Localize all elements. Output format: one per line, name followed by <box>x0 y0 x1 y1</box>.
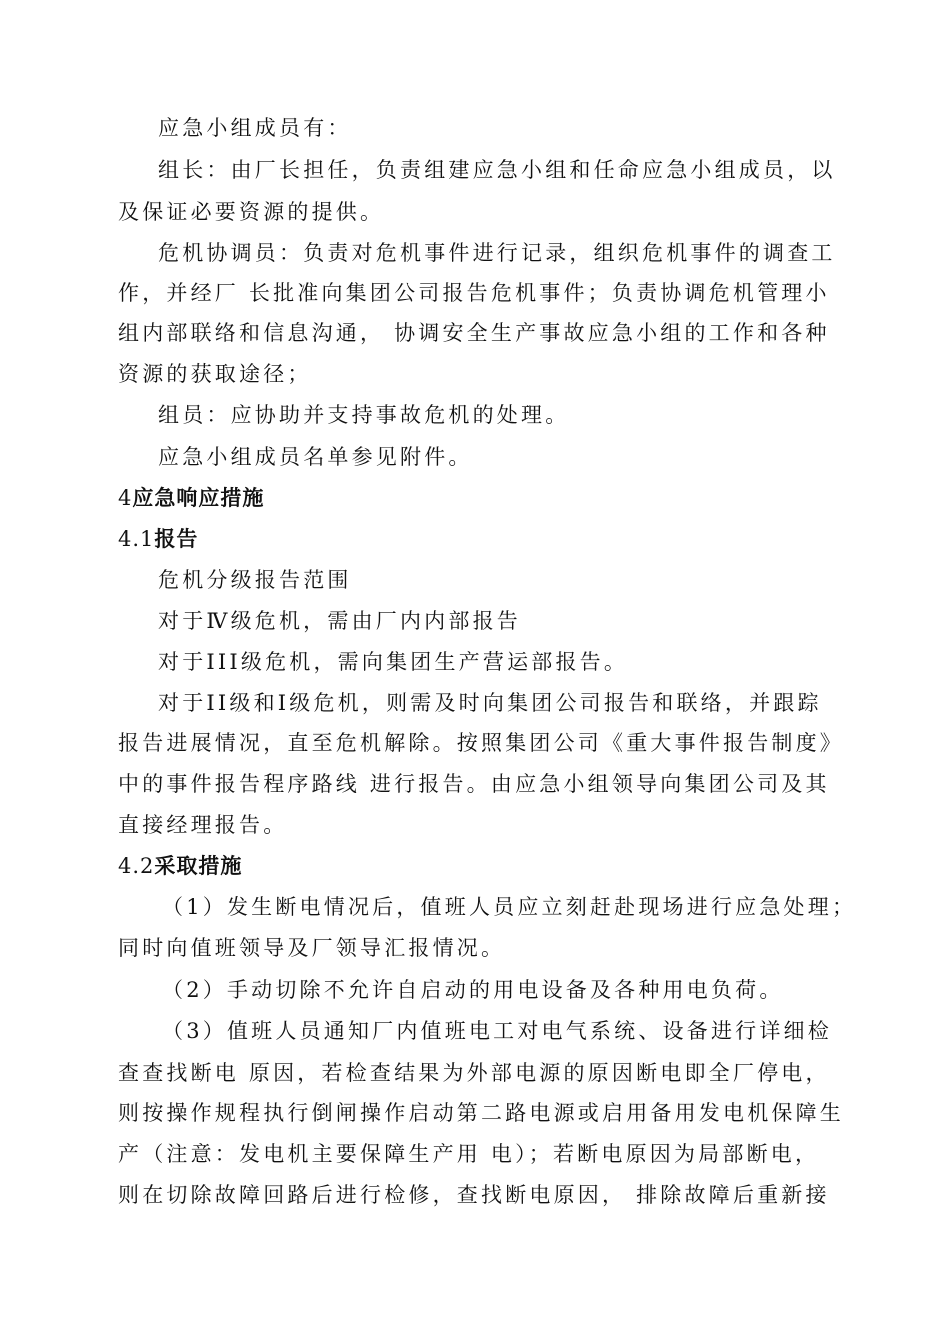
section-title: 报告 <box>154 526 199 551</box>
paragraph-line: （3）值班人员通知厂内值班电工对电气系统、设备进行详细检 <box>162 1019 832 1043</box>
paragraph-line: （2）手动切除不允许自启动的用电设备及各种用电负荷。 <box>162 978 784 1002</box>
paragraph-line: 产（注意：发电机主要保障生产用 电）；若断电原因为局部断电， <box>118 1142 820 1166</box>
paragraph-line: 资源的获取途径； <box>118 362 312 386</box>
paragraph-line: 则在切除故障回路后进行检修，查找断电原因， 排除故障后重新接 <box>118 1183 830 1207</box>
paragraph-line: 对于Ⅳ级危机，需由厂内内部报告 <box>158 609 521 633</box>
section-number: 4 <box>118 486 133 510</box>
paragraph-line: （1）发生断电情况后，值班人员应立刻赶赴现场进行应急处理； <box>162 895 857 919</box>
paragraph-line: 应急小组成员名单参见附件。 <box>158 445 473 469</box>
paragraph-line: 查查找断电 原因，若检查结果为外部电源的原因断电即全厂停电， <box>118 1061 830 1085</box>
paragraph-line: 中的事件报告程序路线 进行报告。由应急小组领导向集团公司及其 <box>118 772 830 796</box>
paragraph-line: 对于II级和I级危机，则需及时向集团公司报告和联络，并跟踪 <box>158 691 822 715</box>
paragraph-line: 则按操作规程执行倒闸操作启动第二路电源或启用备用发电机保障生 <box>118 1101 844 1125</box>
section-number: 4.1 <box>118 527 155 551</box>
paragraph-line: 组员：应协助并支持事故危机的处理。 <box>158 403 570 427</box>
paragraph-line: 应急小组成员有： <box>158 116 352 140</box>
paragraph-line: 及保证必要资源的提供。 <box>118 200 385 224</box>
paragraph-line: 报告进展情况，直至危机解除。按照集团公司《重大事件报告制度》 <box>118 731 844 755</box>
section-heading-4 <box>118 478 838 518</box>
paragraph-line: 作，并经厂 长批准向集团公司报告危机事件；负责协调危机管理小 <box>118 281 830 305</box>
section-heading-4-1 <box>118 519 838 559</box>
section-heading-4-2 <box>118 846 838 886</box>
paragraph-line: 危机分级报告范围 <box>158 568 352 592</box>
paragraph-line: 直接经理报告。 <box>118 813 288 837</box>
section-number: 4.2 <box>118 854 155 878</box>
section-title: 采取措施 <box>154 853 243 878</box>
paragraph-line: 组长：由厂长担任，负责组建应急小组和任命应急小组成员，以 <box>158 158 836 182</box>
paragraph-line: 危机协调员：负责对危机事件进行记录，组织危机事件的调查工 <box>158 241 836 265</box>
paragraph-line: 对于III级危机，需向集团生产营运部报告。 <box>158 650 629 674</box>
paragraph-line: 组内部联络和信息沟通， 协调安全生产事故应急小组的工作和各种 <box>118 321 830 345</box>
section-title: 应急响应措施 <box>132 485 265 510</box>
paragraph-line: 同时向值班领导及厂领导汇报情况。 <box>118 936 506 960</box>
